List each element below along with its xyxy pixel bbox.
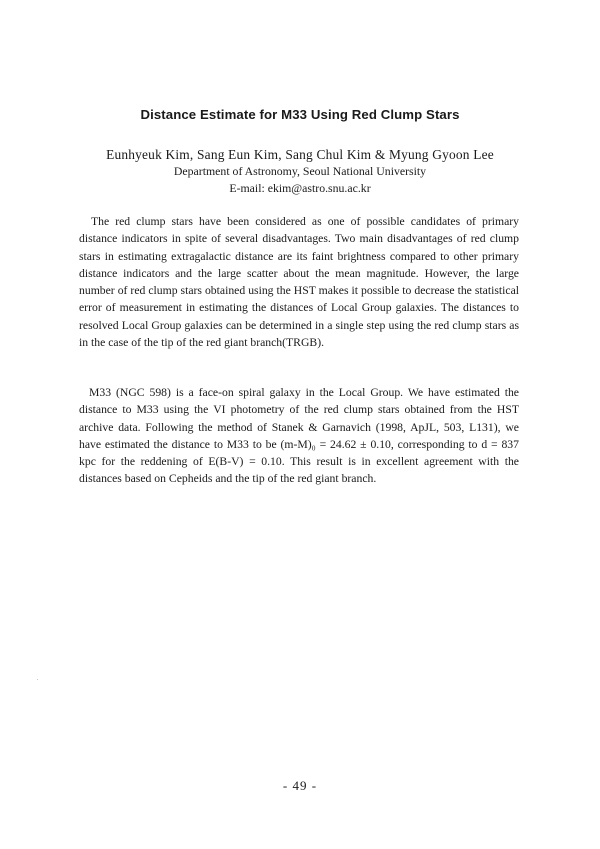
author-list: Eunhyeuk Kim, Sang Eun Kim, Sang Chul Kim & Myung Gyoon Lee [106,147,494,162]
abstract-paragraph-1: The red clump stars have been considered as one of possible candidates of primary distance indicators in spite of several disadvantages. Two main disadvantages of red clump stars in estimating extragalactic distance are its faint brightness compared to other primary distance indicators and the large scatter about the mean magnitude. However, the large number of red clump stars obtained using the HST makes it possible to decrease the statistical error of measurement in estimating the distances of Local Group galaxies. The distances to resolved Local Group galaxies can be determined in a single step using the red clump stars as in the case of the tip of the red giant branch(TRGB). [79,215,519,350]
abstract-paragraph-2: M33 (NGC 598) is a face-on spiral galaxy in the Local Group. We have estimated the distance to M33 using the VI photometry of the red clump stars obtained from the HST archive data. Following the method of Stanek & Garnavich (1998, ApJL, 503, L131), we have estimated the distance to M33 to be (m-M)₀ = 24.62 ± 0.10, corresponding to d = 837 kpc for the reddening of E(B-V) = 0.10. This result is in excellent agreement with the distances based on Cepheids and the tip of the red giant branch. [79,386,519,486]
contact-email: E-mail: ekim@astro.snu.ac.kr [229,181,371,195]
scan-speck [37,679,38,680]
paper-title: Distance Estimate for M33 Using Red Clump Stars [140,107,460,122]
page-number: - 49 - [282,778,318,793]
author-affiliation: Department of Astronomy, Seoul National University [173,164,427,178]
